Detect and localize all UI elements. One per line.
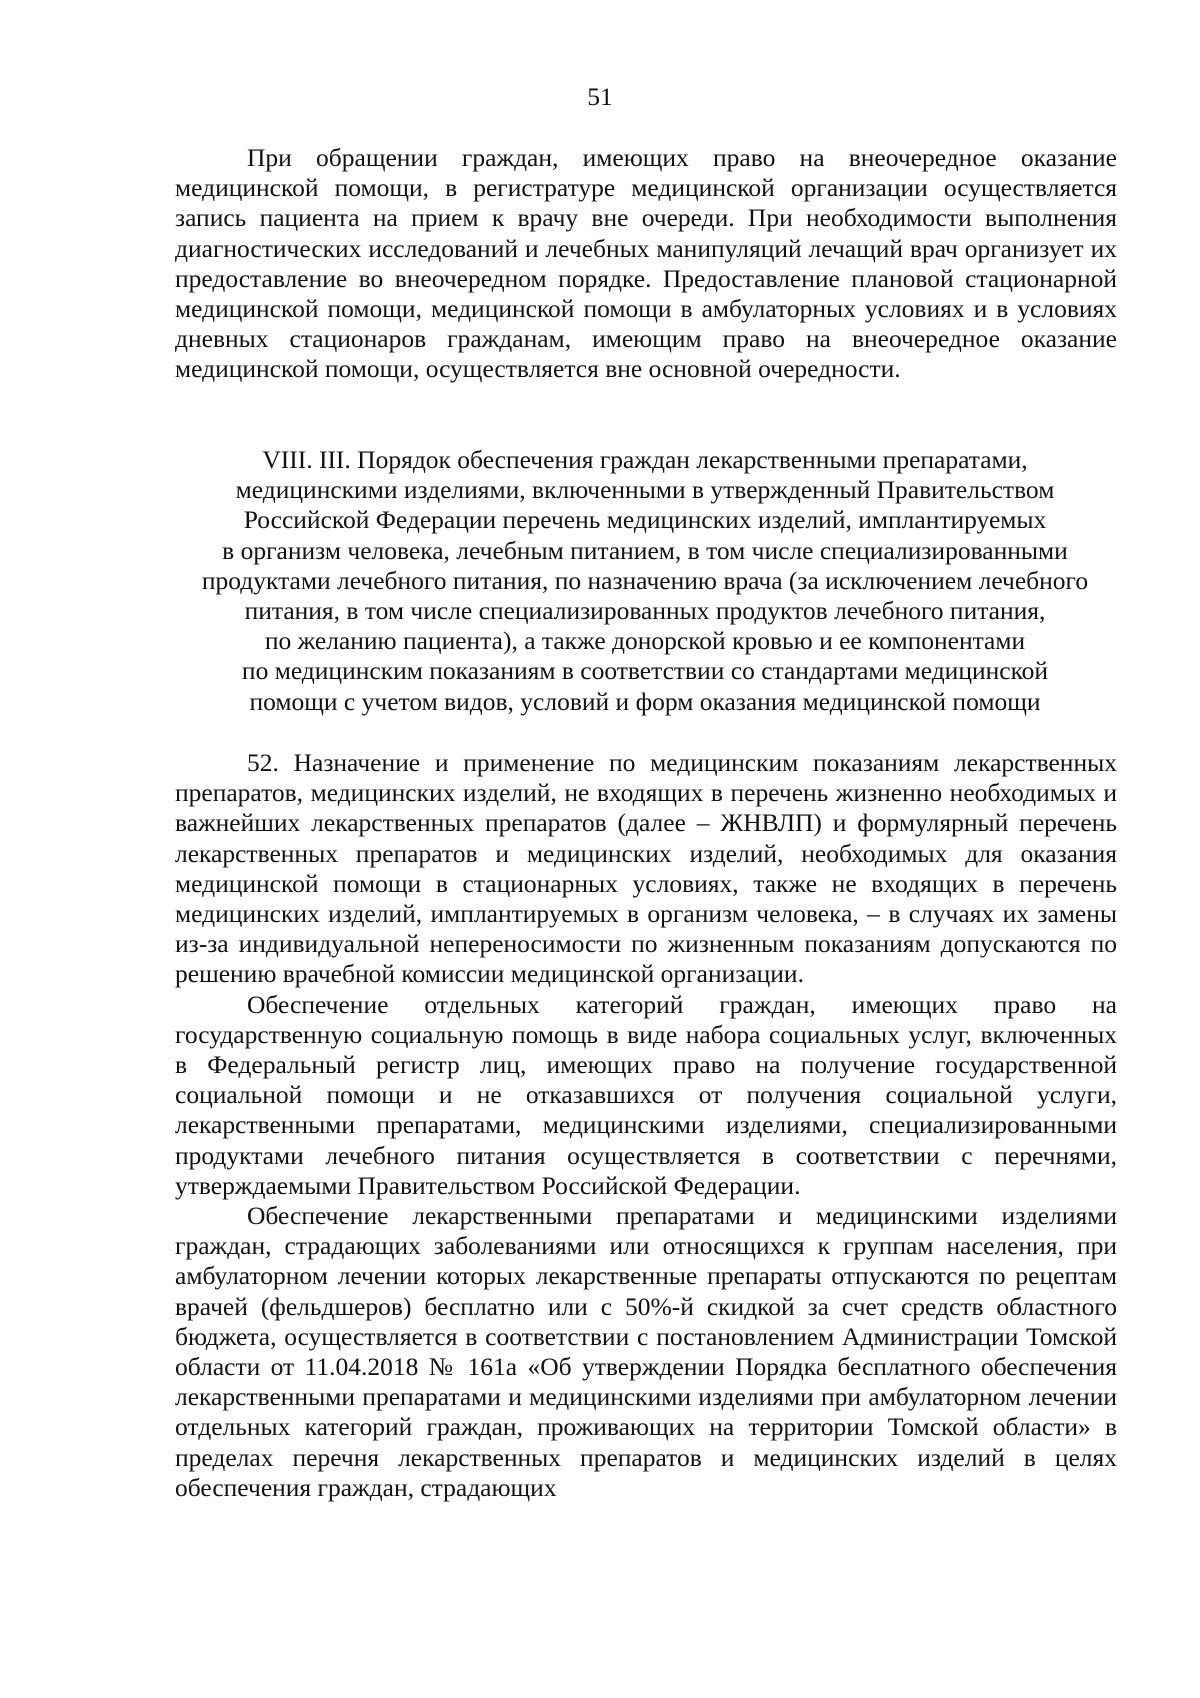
paragraph-social-assistance: Обеспечение отдельных категорий граждан, имеющих право на государственную социальную помощь в виде набора социальных услуг, включенных в Федеральный регистр лиц, имеющих право на получение государственной социальной помощи и не отказавшихся от получения социальной услуги, лекарственными препаратами, медицинскими изделиями, специализированными продуктами лечебного питания осуществляется в соответствии с перечнями, утверждаемыми Правительством Российской Федерации. (175, 989, 1117, 1200)
paragraph-52: 52. Назначение и применение по медицинским показаниям лекарственных препаратов, медицинских изделий, не входящих в перечень жизненно необходимых и важнейших лекарственных препаратов (далее – ЖНВЛП) и формулярный перечень лекарственных препаратов и медицинских изделий, необходимых для оказания медицинской помощи в стационарных условиях, также не входящих в перечень медицинских изделий, имплантируемых в организм человека, – в случаях их замены из-за индивидуальной непереносимости по жизненным показаниям допускаются по решению врачебной комиссии медицинской организации. (175, 748, 1117, 989)
heading-line: Российской Федерации перечень медицинских изделий, имплантируемых (243, 505, 1047, 535)
heading-line: питания, в том числе специализированных продуктов лечебного питания, (244, 596, 1046, 626)
heading-line: продуктами лечебного питания, по назначению врача (за исключением лечебного (201, 565, 1089, 595)
heading-line: по медицинским показаниям в соответствии со стандартами медицинской (241, 656, 1049, 686)
heading-line: по желанию пациента), а также донорской кровью и ее компонентами (264, 626, 1026, 656)
intro-paragraph: При обращении граждан, имеющих право на внеочередное оказание медицинской помощи, в регистратуре медицинской организации осуществляется запись пациента на прием к врачу вне очереди. При необходимости выполнения диагностических исследований и лечебных манипуляций лечащий врач организует их предоставление во внеочередном порядке. Предоставление плановой стационарной медицинской помощи, медицинской помощи в амбулаторных условиях и в условиях дневных стационаров гражданам, имеющим право на внеочередное оказание медицинской помощи, осуществляется вне основной очередности. (175, 143, 1117, 384)
heading-line: медицинскими изделиями, включенными в утвержденный Правительством (235, 475, 1055, 505)
paragraph-regional-provision: Обеспечение лекарственными препаратами и медицинскими изделиями граждан, страдающих заболеваниями или относящихся к группам населения, при амбулаторном лечении которых лекарственные препараты отпускаются по рецептам врачей (фельдшеров) бесплатно или с 50%-й скидкой за счет средств областного бюджета, осуществляется в соответствии с постановлением Администрации Томской области от 11.04.2018 № 161а «Об утверждении Порядка бесплатного обеспечения лекарственными препаратами и медицинскими изделиями при амбулаторном лечении отдельных категорий граждан, проживающих на территории Томской области» в пределах перечня лекарственных препаратов и медицинских изделий в целях обеспечения граждан, страдающих (175, 1201, 1117, 1502)
heading-line: в организм человека, лечебным питанием, в том числе специализированными (222, 535, 1068, 565)
section-heading (165, 445, 1125, 717)
heading-line: VIII. III. Порядок обеспечения граждан лекарственными препаратами, (262, 445, 1028, 474)
main-text-block (175, 748, 1117, 1503)
page-number: 51 (587, 82, 613, 111)
intro-block (175, 143, 1117, 385)
heading-line: помощи с учетом видов, условий и форм оказания медицинской помощи (249, 686, 1041, 716)
